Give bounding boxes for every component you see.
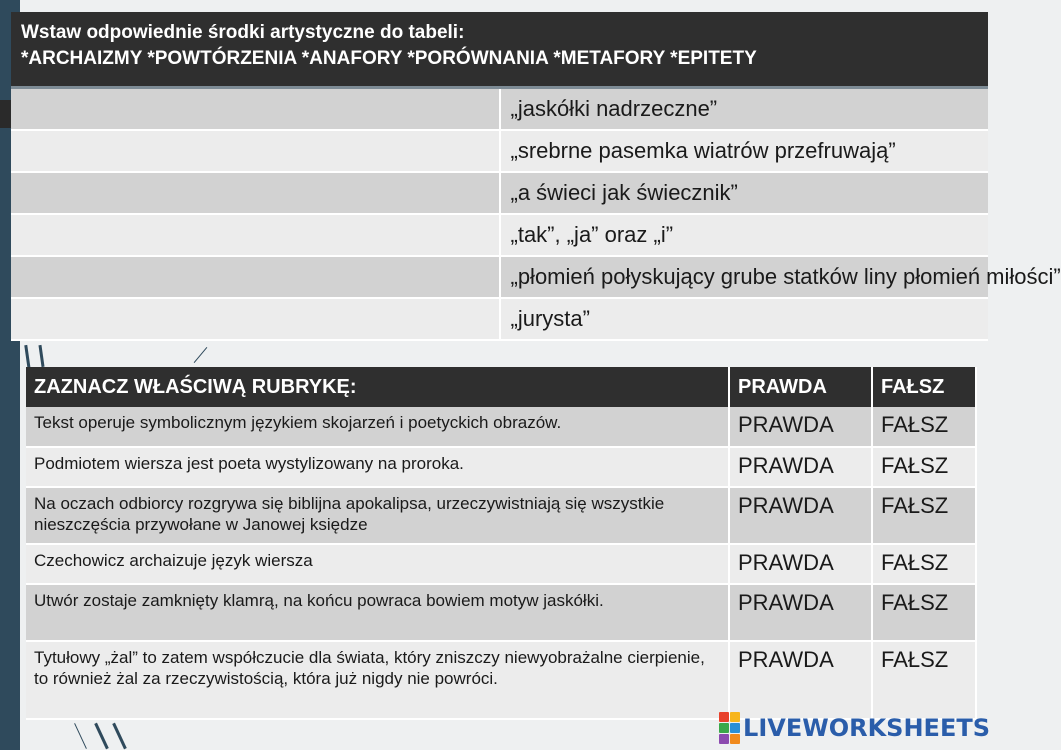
- background-line: [74, 723, 87, 749]
- table-row: [26, 641, 976, 719]
- logo-square: [719, 712, 729, 722]
- true-column-header: PRAWDA: [729, 367, 872, 407]
- quiz-header: ZAZNACZ WŁAŚCIWĄ RUBRYKĘ:: [26, 367, 729, 407]
- logo-square: [730, 712, 740, 722]
- phrase-cell: „płomień połyskujący grube statków liny płomień miłości”: [500, 256, 989, 298]
- statement-text: Na oczach odbiorcy rozgrywa się biblijna apokalipsa, urzeczywistniają się wszystkie nieszczęścia przywołane w Janowej księdze: [26, 487, 729, 544]
- true-option[interactable]: PRAWDA: [729, 584, 872, 641]
- answer-slot[interactable]: [11, 130, 500, 172]
- true-option[interactable]: PRAWDA: [729, 447, 872, 487]
- statement-text: Podmiotem wiersza jest poeta wystylizowany na proroka.: [26, 447, 729, 487]
- table-row: [26, 544, 976, 584]
- table-row: [11, 130, 988, 172]
- background-line: [38, 345, 44, 367]
- options-list: *ARCHAIZMY *POWTÓRZENIA *ANAFORY *PORÓWNANIA *METAFORY *EPITETY: [21, 48, 757, 69]
- liveworksheets-watermark: [719, 713, 990, 743]
- false-option[interactable]: FAŁSZ: [872, 487, 976, 544]
- logo-square: [719, 723, 729, 733]
- phrase-cell: „jurysta”: [500, 298, 989, 340]
- false-option[interactable]: FAŁSZ: [872, 641, 976, 719]
- true-option[interactable]: PRAWDA: [729, 641, 872, 719]
- logo-square: [730, 734, 740, 744]
- true-option[interactable]: PRAWDA: [729, 407, 872, 447]
- table-row: [11, 214, 988, 256]
- true-option[interactable]: PRAWDA: [729, 544, 872, 584]
- true-false-table: [26, 367, 977, 720]
- answer-slot[interactable]: [11, 298, 500, 340]
- false-option[interactable]: FAŁSZ: [872, 447, 976, 487]
- statement-text: Czechowicz archaizuje język wiersza: [26, 544, 729, 584]
- table-row: [26, 487, 976, 544]
- table-row: [11, 172, 988, 214]
- table-row: [11, 298, 988, 340]
- phrase-cell: „jaskółki nadrzeczne”: [500, 88, 989, 131]
- false-option[interactable]: FAŁSZ: [872, 544, 976, 584]
- liveworksheets-logo-icon: [719, 712, 740, 744]
- background-line: [194, 347, 208, 363]
- statement-text: Utwór zostaje zamknięty klamrą, na końcu powraca bowiem motyw jaskółki.: [26, 584, 729, 641]
- table-header: [11, 12, 988, 88]
- answer-slot[interactable]: [11, 88, 500, 131]
- background-line: [112, 723, 127, 750]
- table-row: [26, 584, 976, 641]
- answer-slot[interactable]: [11, 172, 500, 214]
- false-option[interactable]: FAŁSZ: [872, 407, 976, 447]
- logo-square: [730, 723, 740, 733]
- answer-slot[interactable]: [11, 214, 500, 256]
- table-row: [11, 88, 988, 131]
- logo-square: [719, 734, 729, 744]
- phrase-cell: „srebrne pasemka wiatrów przefruwają”: [500, 130, 989, 172]
- statement-text: Tytułowy „żal” to zatem współczucie dla świata, który zniszczy niewyobrażalne cierpienie, to również żal za rzeczywistością, która już nigdy nie powróci.: [26, 641, 729, 719]
- background-line: [94, 723, 109, 750]
- watermark-text: LIVEWORKSHEETS: [743, 714, 990, 742]
- phrase-cell: „a świeci jak świecznik”: [500, 172, 989, 214]
- table-row: [26, 447, 976, 487]
- statement-text: Tekst operuje symbolicznym językiem skojarzeń i poetyckich obrazów.: [26, 407, 729, 447]
- false-column-header: FAŁSZ: [872, 367, 976, 407]
- table-row: [26, 407, 976, 447]
- answer-slot[interactable]: [11, 256, 500, 298]
- true-option[interactable]: PRAWDA: [729, 487, 872, 544]
- instruction-text: Wstaw odpowiednie środki artystyczne do tabeli:: [21, 22, 465, 43]
- table-row: [11, 256, 988, 298]
- false-option[interactable]: FAŁSZ: [872, 584, 976, 641]
- phrase-cell: „tak”, „ja” oraz „i”: [500, 214, 989, 256]
- table-header-row: [26, 367, 976, 407]
- device-table: [11, 12, 1061, 341]
